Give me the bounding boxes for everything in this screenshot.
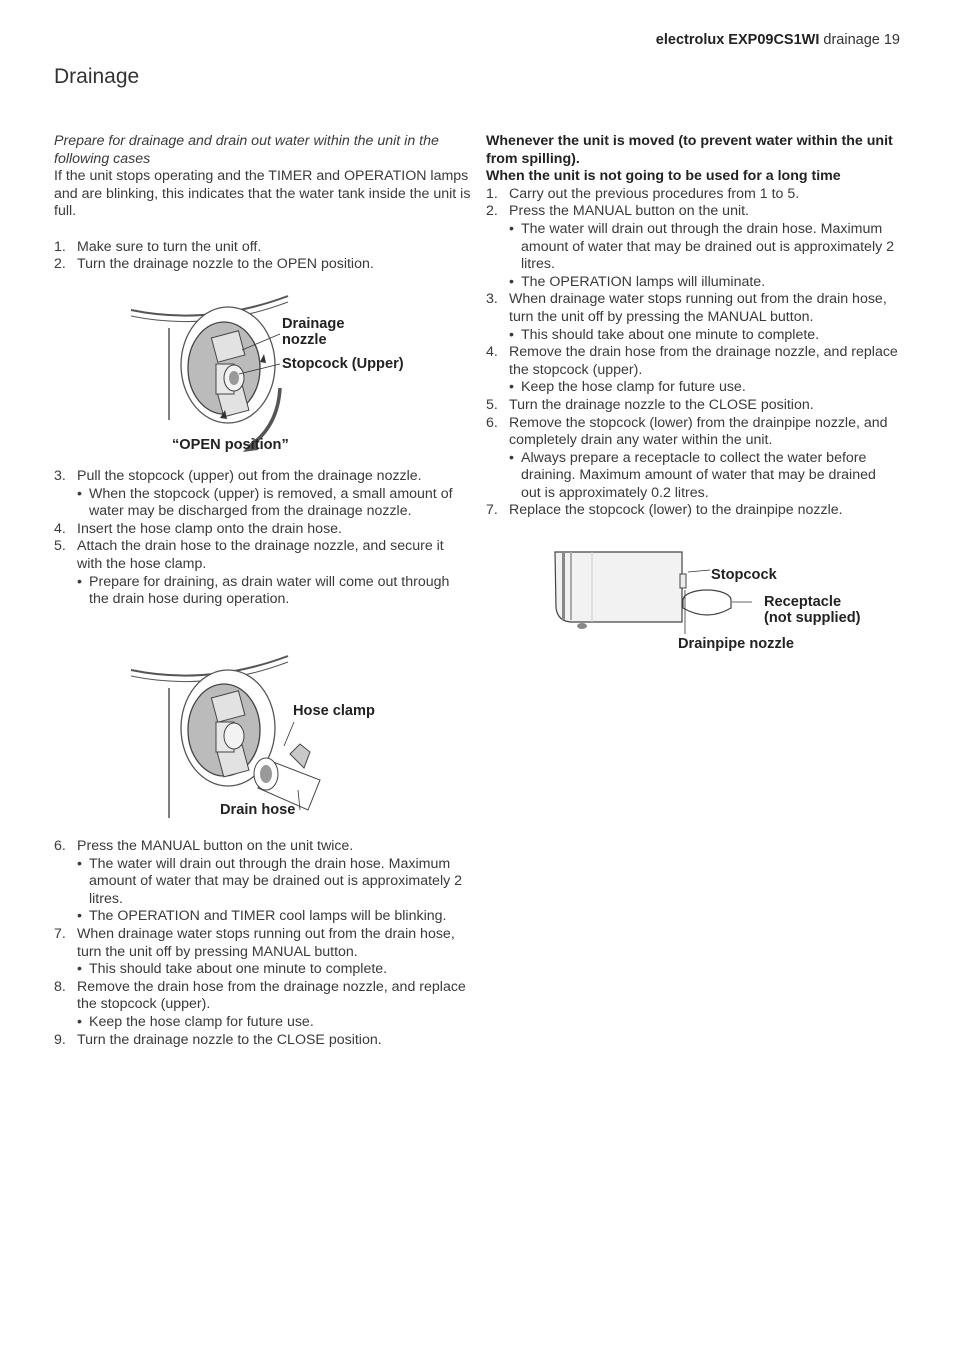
steps-list-c	[54, 838, 472, 1049]
drainage-nozzle-diagram	[128, 290, 428, 460]
step-bullet: • Keep the hose clamp for future use.	[77, 1014, 472, 1032]
step-bullet: • Keep the hose clamp for future use.	[509, 379, 898, 397]
step-bullet: • The water will drain out through the drain hose. Maximum amount of water that may be drained out is approximately 2 litres.	[77, 856, 472, 909]
callout-drainage-line-1: Drainage	[282, 316, 345, 332]
step-text: Remove the stopcock (lower) from the drainpipe nozzle, and completely drain any water within the unit.	[509, 414, 888, 449]
step-bullet: • When the stopcock (upper) is removed, a small amount of water may be discharged from the drainage nozzle.	[77, 486, 472, 521]
step-item	[54, 468, 472, 521]
step-bullet: • Prepare for draining, as drain water will come out through the drain hose during operation.	[77, 574, 472, 609]
step-item	[486, 397, 898, 415]
step-text: Replace the stopcock (lower) to the drainpipe nozzle.	[509, 502, 843, 519]
step-number: 5.	[486, 396, 498, 413]
callout-stopcock: Stopcock	[711, 567, 777, 583]
step-item	[486, 291, 898, 344]
step-item	[486, 502, 898, 520]
step-item	[54, 979, 472, 1032]
step-text: Turn the drainage nozzle to the OPEN position.	[77, 256, 374, 273]
step-text: Attach the drain hose to the drainage nozzle, and secure it with the hose clamp.	[77, 538, 444, 572]
page-title: Drainage	[54, 65, 140, 88]
callout-drain-hose: Drain hose	[220, 802, 296, 818]
step-number: 5.	[54, 538, 66, 555]
step-text: Remove the drain hose from the drainage nozzle, and replace the stopcock (upper).	[77, 978, 466, 1013]
step-number: 6.	[54, 838, 66, 854]
step-item	[486, 344, 898, 397]
step-number: 1.	[486, 185, 498, 202]
step-number: 3.	[486, 291, 498, 308]
step-item	[486, 186, 898, 204]
callout-drainpipe-nozzle: Drainpipe nozzle	[678, 636, 794, 652]
steps-list-b	[54, 468, 472, 609]
step-number: 7.	[486, 502, 498, 519]
step-text: Make sure to turn the unit off.	[77, 238, 262, 255]
steps-list-a	[54, 239, 472, 274]
step-bullet: • The OPERATION lamps will illuminate.	[509, 274, 898, 292]
step-item	[486, 203, 898, 291]
right-heading-long-time: When the unit is not going to be used for a long time	[486, 168, 841, 185]
left-column-middle	[54, 468, 472, 609]
drainpipe-nozzle-diagram	[552, 548, 752, 644]
step-item	[54, 239, 472, 257]
header-brand: electrolux EXP09CS1WI	[655, 32, 820, 48]
step-text: Remove the drain hose from the drainage nozzle, and replace the stopcock (upper).	[509, 344, 898, 378]
step-number: 2.	[486, 203, 498, 220]
callout-hose-clamp: Hose clamp	[293, 703, 375, 719]
callout-receptacle-line-2: (not supplied)	[764, 610, 861, 626]
step-number: 9.	[54, 1031, 66, 1048]
step-item	[54, 926, 472, 979]
callout-receptacle-line-1: Receptacle	[764, 594, 842, 610]
step-text: When drainage water stops running out from the drain hose, turn the unit off by pressing MANUAL button.	[77, 925, 455, 960]
step-number: 1.	[54, 238, 66, 255]
left-column-intro	[54, 133, 472, 274]
hose-clamp-diagram	[128, 650, 408, 820]
step-text: Press the MANUAL button on the unit twice.	[77, 838, 354, 854]
right-heading-moved: Whenever the unit is moved (to prevent water within the unit from spilling).	[486, 133, 893, 167]
intro-text: If the unit stops operating and the TIMER and OPERATION lamps and are blinking, this indicates that the water tank inside the unit is full.	[54, 168, 471, 220]
step-item	[486, 415, 898, 503]
steps-list-right	[486, 186, 898, 520]
step-number: 2.	[54, 256, 66, 273]
step-bullet: • This should take about one minute to complete.	[509, 327, 898, 345]
step-text: Carry out the previous procedures from 1 to 5.	[509, 185, 800, 202]
callout-stopcock-upper: Stopcock (Upper)	[282, 356, 404, 372]
left-column-bottom	[54, 838, 472, 1049]
header-section: drainage 19	[823, 32, 900, 48]
step-item	[54, 538, 472, 608]
step-text: Pull the stopcock (upper) out from the drainage nozzle.	[77, 468, 422, 484]
step-number: 4.	[486, 344, 498, 361]
callout-drainage-nozzle	[282, 316, 344, 348]
step-item	[54, 256, 472, 274]
step-item	[54, 1032, 472, 1050]
step-number: 4.	[54, 520, 66, 537]
step-item	[54, 521, 472, 539]
callout-receptacle	[764, 594, 860, 626]
step-bullet: • The water will drain out through the drain hose. Maximum amount of water that may be drained out is approximately 2 litres.	[509, 221, 898, 274]
step-text: When drainage water stops running out from the drain hose, turn the unit off by pressing the MANUAL button.	[509, 291, 887, 325]
step-number: 3.	[54, 468, 66, 484]
step-text: Turn the drainage nozzle to the CLOSE position.	[77, 1031, 382, 1048]
step-bullet: • This should take about one minute to complete.	[77, 961, 472, 979]
intro-italic: Prepare for drainage and drain out water within the unit in the following cases	[54, 133, 439, 167]
callout-drainage-line-2: nozzle	[282, 332, 327, 348]
right-column	[486, 133, 898, 520]
step-number: 7.	[54, 925, 66, 942]
page-header	[656, 32, 900, 50]
step-item	[54, 838, 472, 926]
callout-open-position: “OPEN position”	[172, 437, 289, 453]
step-number: 6.	[486, 414, 498, 431]
step-bullet: • Always prepare a receptacle to collect the water before draining. Maximum amount of water that may be drained out is approximately 0.2 litres.	[509, 450, 898, 503]
step-text: Insert the hose clamp onto the drain hose.	[77, 520, 342, 537]
step-bullet: • The OPERATION and TIMER cool lamps will be blinking.	[77, 908, 472, 926]
step-text: Press the MANUAL button on the unit.	[509, 203, 750, 220]
step-number: 8.	[54, 978, 66, 995]
step-text: Turn the drainage nozzle to the CLOSE position.	[509, 396, 814, 413]
